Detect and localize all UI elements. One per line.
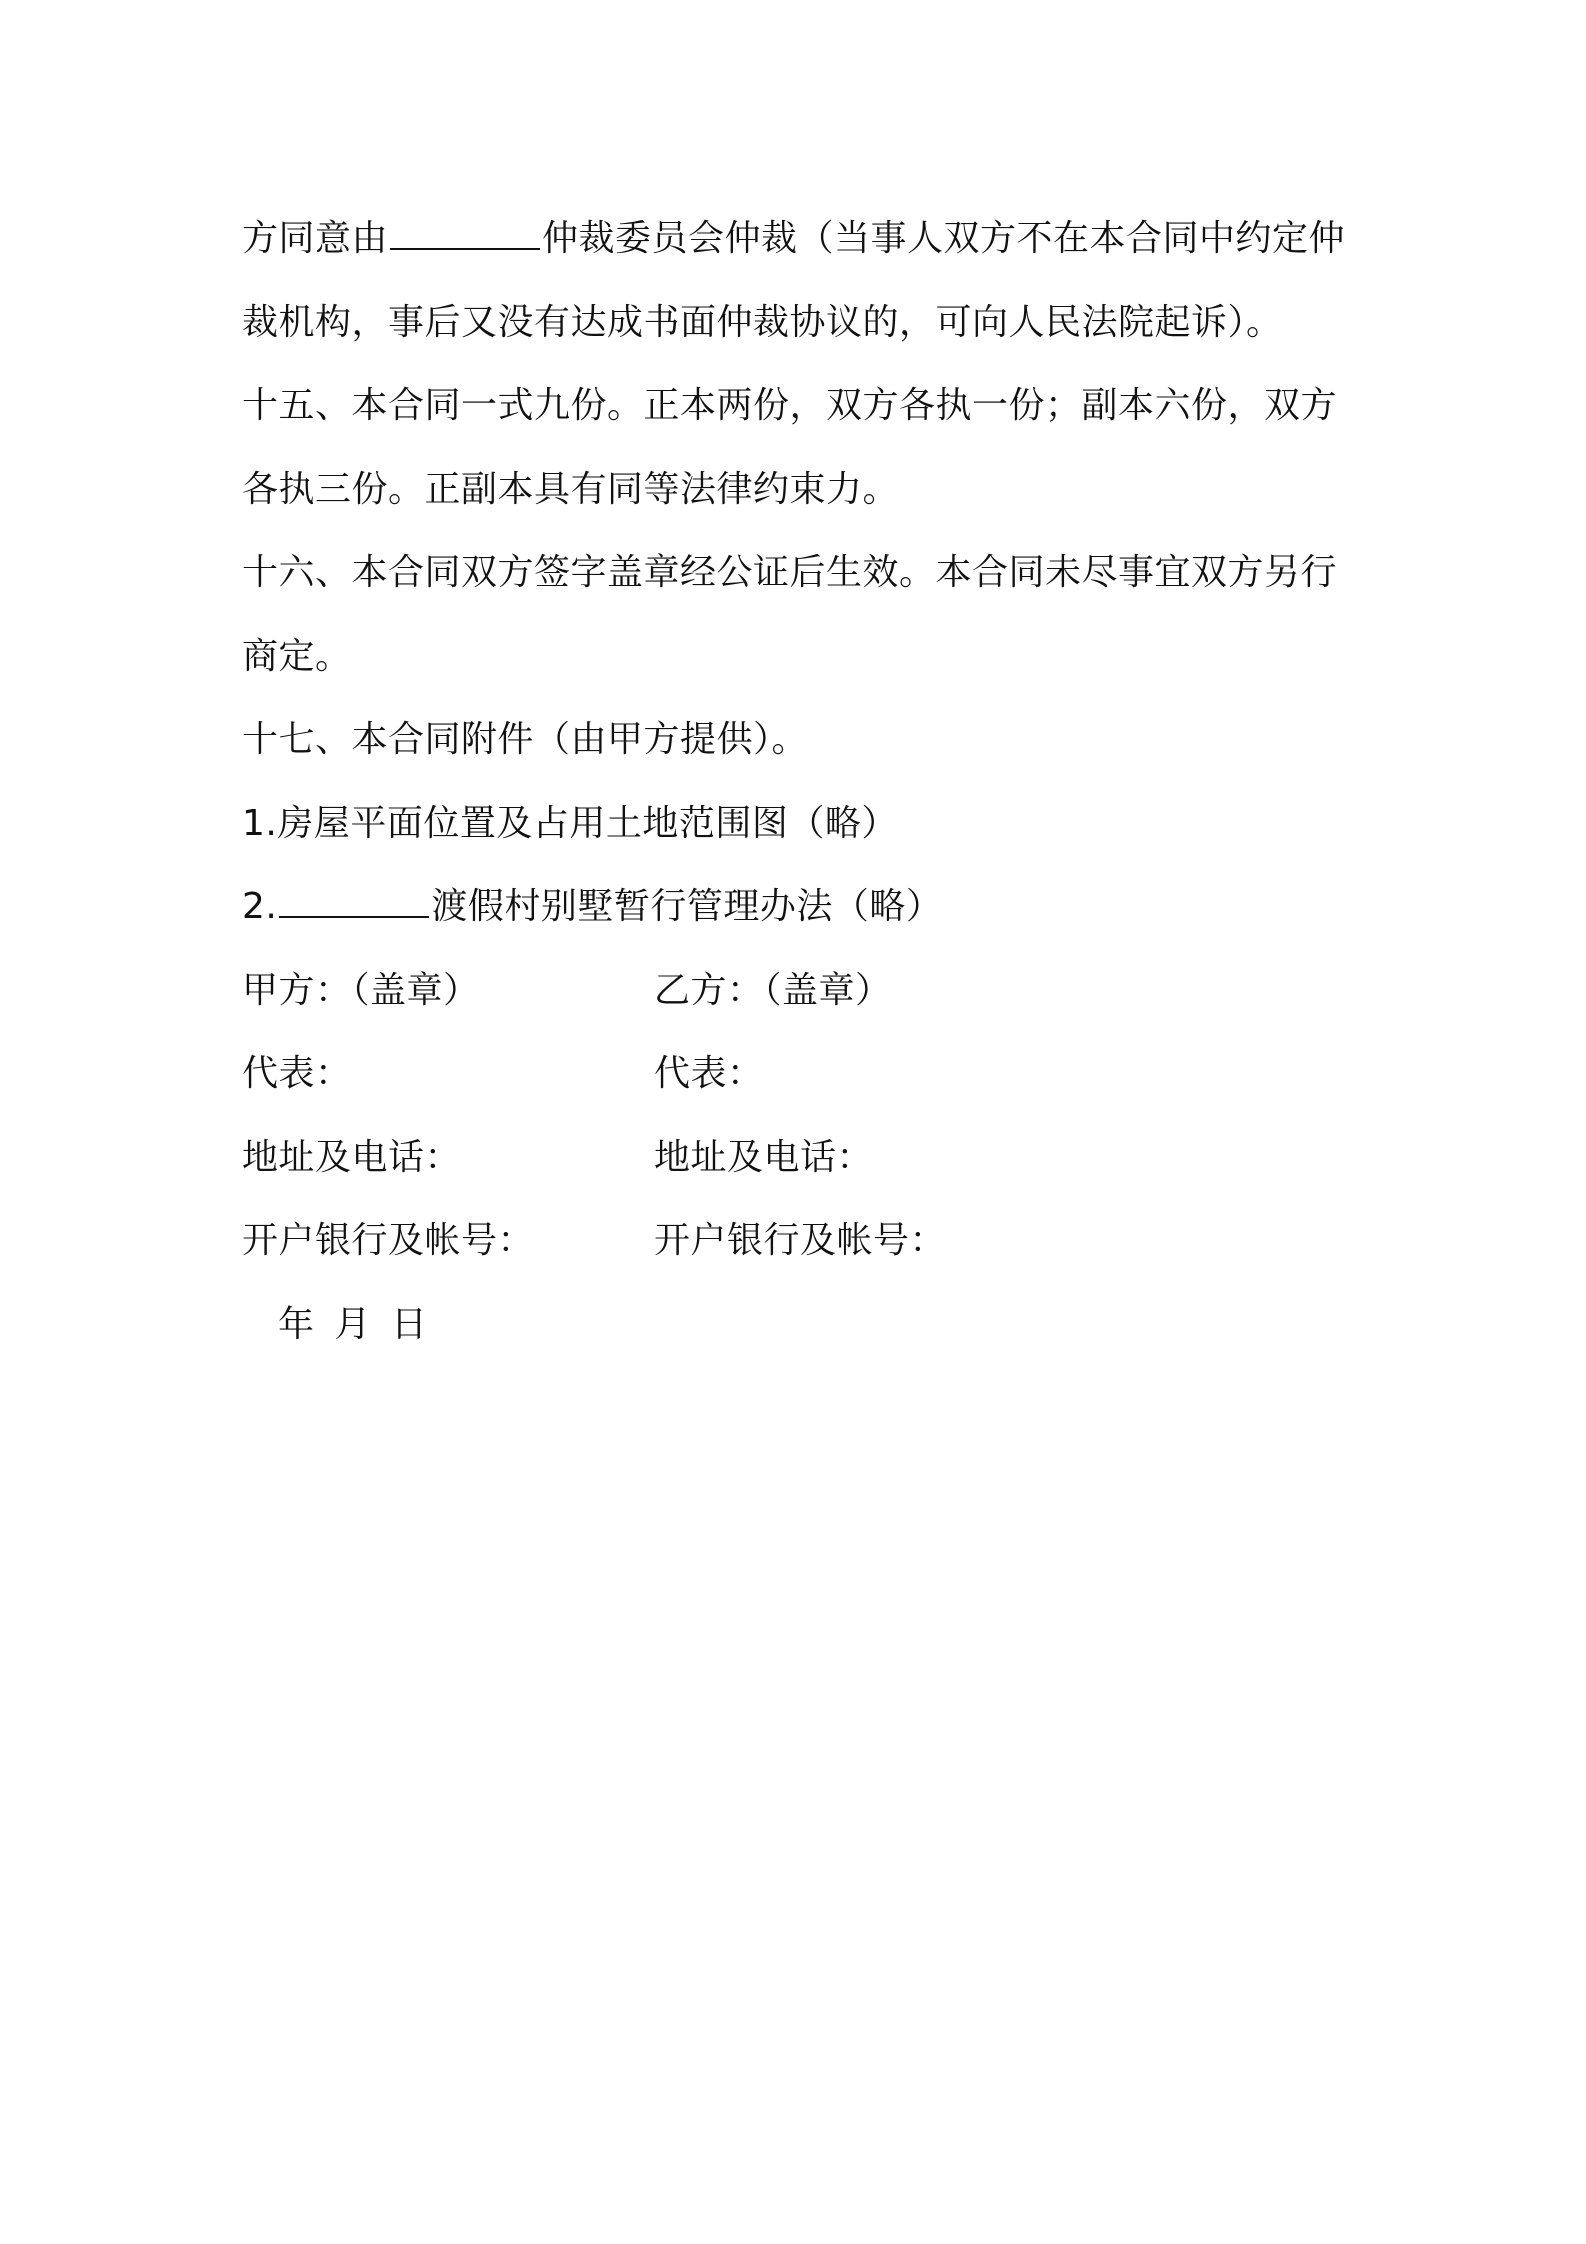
party-a-representative-label: 代表：	[242, 1053, 352, 1094]
clause-14-text-after-blank: 仲裁委员会仲裁（当事人双方不在本合同中约定仲	[542, 218, 1346, 259]
signing-date	[242, 1283, 1362, 1367]
signature-row-bank	[242, 1199, 1362, 1283]
clause-17-line-1: 十七、本合同附件（由甲方提供）。	[242, 719, 809, 760]
attachment-item-2	[242, 865, 1362, 949]
clause-16-line-2: 商定。	[242, 635, 352, 677]
date-day-label: 日	[391, 1303, 428, 1345]
signature-row-representative	[242, 1032, 1362, 1116]
clause-15-line-1: 十五、本合同一式九份。正本两份，双方各执一份；副本六份，双方	[242, 385, 1338, 426]
party-a-bank-label: 开户银行及帐号：	[242, 1220, 535, 1261]
clause-14-line-2: 裁机构，事后又没有达成书面仲裁协议的，可向人民法院起诉）。	[242, 301, 1283, 343]
party-a-seal-label: 甲方：（盖章）	[242, 969, 480, 1011]
party-b-seal-label: 乙方：（盖章）	[654, 969, 892, 1011]
arbitration-commission-blank	[390, 222, 540, 250]
document-body	[242, 197, 1362, 1366]
party-b-representative-label: 代表：	[654, 1053, 764, 1094]
clause-14-line-1	[242, 197, 1362, 281]
date-month-label: 月	[334, 1303, 372, 1345]
clause-15-line-2: 各执三份。正副本具有同等法律约束力。	[242, 468, 900, 510]
resort-name-blank	[279, 890, 429, 918]
attachment-item-2-prefix: 2.	[242, 886, 278, 927]
attachment-item-1: 1.房屋平面位置及占用土地范围图（略）	[242, 802, 898, 844]
attachment-item-2-text: 渡假村别墅暂行管理办法（略）	[431, 886, 943, 927]
party-b-address-label: 地址及电话：	[654, 1136, 874, 1178]
signature-row-address	[242, 1116, 1362, 1200]
party-b-bank-label: 开户银行及帐号：	[654, 1220, 947, 1261]
date-year-label: 年	[278, 1303, 315, 1345]
clause-14-text-before-blank: 方同意由	[242, 218, 389, 259]
party-a-address-label: 地址及电话：	[242, 1136, 462, 1178]
signature-row-seal	[242, 949, 1362, 1033]
clause-16-line-1: 十六、本合同双方签字盖章经公证后生效。本合同未尽事宜双方另行	[242, 552, 1338, 593]
